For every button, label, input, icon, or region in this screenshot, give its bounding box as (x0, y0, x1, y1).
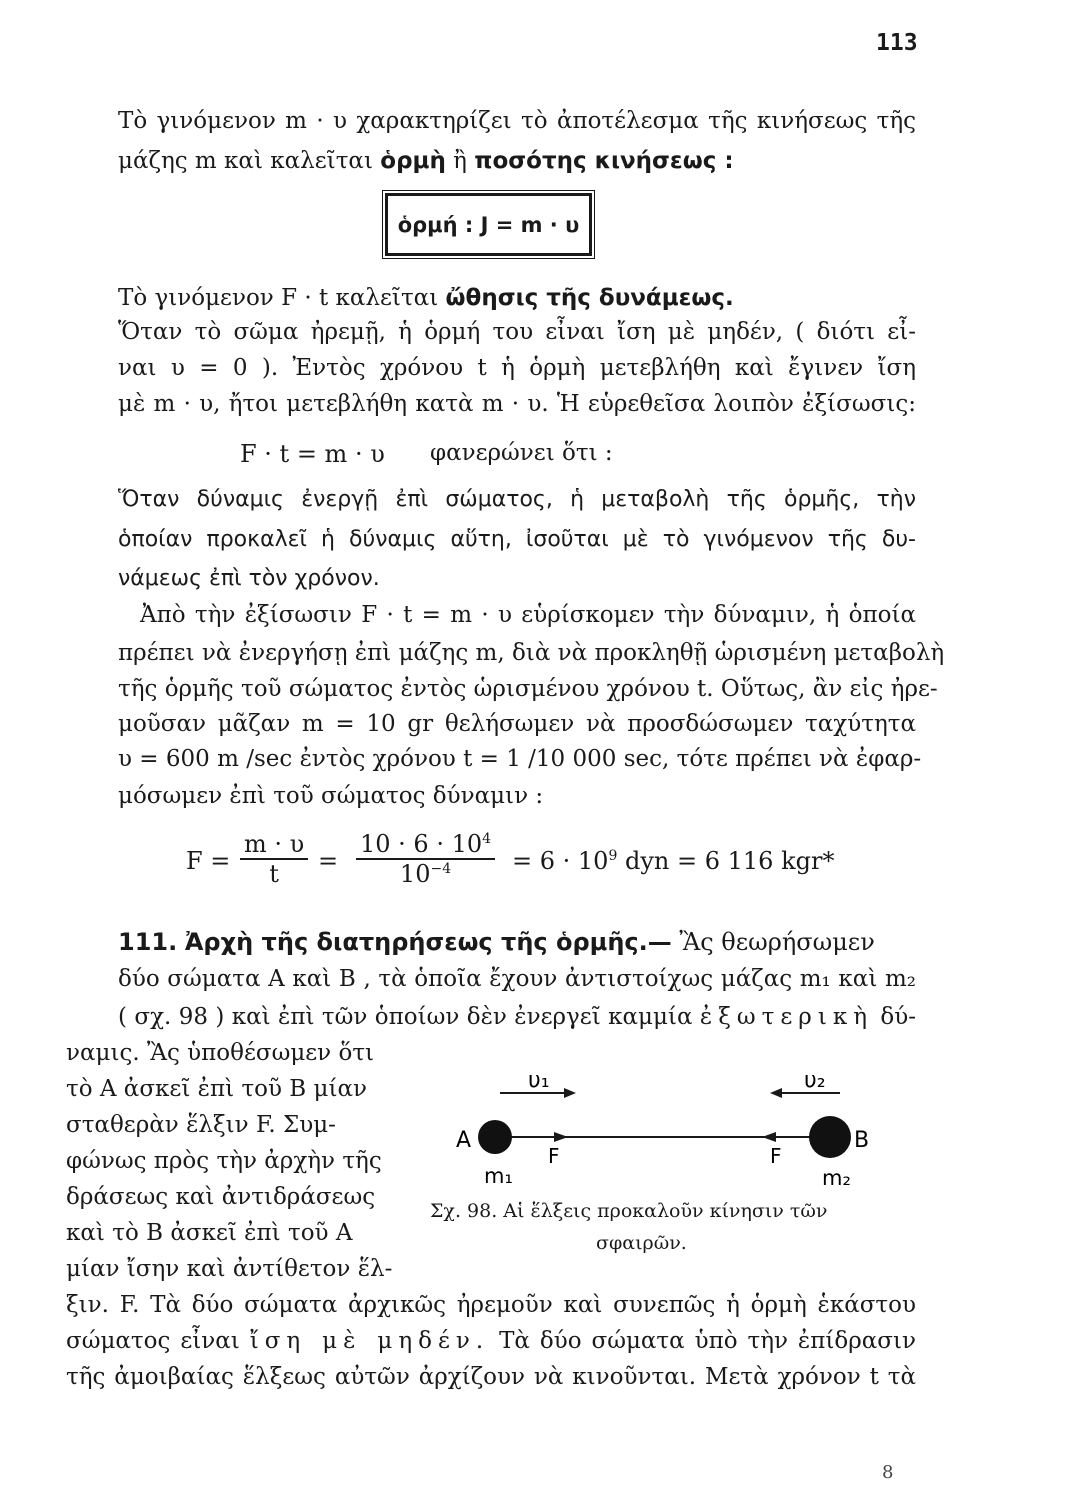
rule-line: ὁποίαν προκαλεῖ ἡ δύναμις αὕτη, ἰσοῦται μὲ τὸ γινόμενον τῆς δυ- (118, 527, 916, 552)
text-line: δύο σώματα Α καὶ Β , τὰ ὁποῖα ἔχουν ἀντιστοίχως μάζας m₁ καὶ m₂ (118, 966, 916, 992)
eq-lhs: F = (186, 847, 231, 875)
text-line: ναι υ = 0 ). Ἐντὸς χρόνου t ἡ ὁρμὴ μετεβλήθη καὶ ἔγινεν ἴση (118, 355, 916, 381)
text-span: ( σχ. 98 ) καὶ ἐπὶ τῶν ὁποίων δὲν ἐνεργεῖ καμμία (118, 1004, 700, 1030)
text-span: σώματος εἶναι (66, 1328, 250, 1354)
sphere-B (809, 1116, 851, 1158)
fraction-denominator: $10^{-4}$ (399, 860, 452, 888)
text-line: μὲ m · υ, ἤτοι μετεβλήθη κατὰ m · υ. Ἡ εὑρεθεῖσα λοιπὸν ἐξίσωσις: (118, 391, 916, 417)
text-line: τῆς ἀμοιβαίας ἕλξεως αὐτῶν ἀρχίζουν νὰ κινοῦνται. Μετὰ χρόνον t τὰ (66, 1364, 916, 1390)
term-quantity-of-motion: ποσότης κινήσεως : (474, 148, 734, 174)
text-line: μόσωμεν ἐπὶ τοῦ σώματος δύναμιν : (118, 783, 544, 809)
label-F-right: F (770, 1144, 782, 1168)
term-impulse: ὁρμὴ (380, 148, 446, 174)
force-arrow-A (554, 1132, 568, 1142)
text-line: τῆς ὁρμῆς τοῦ σώματος ἐντὸς ὡρισμένου χρόνου t. Οὕτως, ἂν εἰς ἠρε- (118, 676, 938, 702)
arrow-u2-head (770, 1088, 782, 1098)
text-line: ναμις. Ἂς ὑποθέσωμεν ὅτι (66, 1040, 375, 1066)
fraction-numeric (356, 830, 495, 888)
text-line (118, 148, 734, 174)
sphere-A (478, 1120, 512, 1154)
figure-caption: σφαιρῶν. (596, 1232, 687, 1254)
text-span: ἢ (445, 148, 475, 174)
text-span: μάζης m καὶ καλεῖται (118, 148, 381, 174)
text-line: καὶ τὸ Β ἀσκεῖ ἐπὶ τοῦ Α (66, 1220, 353, 1246)
equation-impulse: F · t = m · υ (240, 440, 385, 468)
section-number: 111. (118, 928, 178, 956)
text-span: Τὸ γινόμενον F · t καλεῖται (118, 285, 446, 311)
text-line: Ἀπὸ τὴν ἐξίσωσιν F · t = m · υ εὑρίσκομεν τὴν δύναμιν, ἡ ὁποία (140, 602, 916, 628)
text-line (118, 285, 734, 311)
section-heading (118, 928, 875, 956)
text-span: δύ- (873, 1004, 916, 1030)
fraction-numerator: m · υ (240, 830, 308, 860)
label-u2: υ₂ (804, 1068, 826, 1093)
text-span: Τὰ δύο σώματα ὑπὸ τὴν ἐπίδρασιν (489, 1328, 916, 1354)
eq-result: = $6 \cdot 10^9$ dyn = 6 116 kgr* (512, 847, 835, 875)
text-line: σταθερὰν ἕλξιν F. Συμ- (66, 1112, 336, 1138)
force-arrow-B (762, 1132, 776, 1142)
text-line: υ = 600 m /sec ἐντὸς χρόνου t = 1 /10 000 sec, τότε πρέπει νὰ ἐφαρ- (118, 746, 922, 772)
text-line: Τὸ γινόμενον m · υ χαρακτηρίζει τὸ ἀποτέλεσμα τῆς κινήσεως τῆς (118, 108, 916, 134)
figure-caption: Σχ. 98. Αἱ ἕλξεις προκαλοῦν κίνησιν τῶν (430, 1200, 828, 1222)
rule-line: Ὅταν δύναμις ἐνεργῇ ἐπὶ σώματος, ἡ μεταβολὴ τῆς ὁρμῆς, τὴν (118, 487, 916, 512)
figure-98 (440, 1055, 900, 1195)
arrow-u1-head (564, 1088, 576, 1098)
page-number: 113 (876, 30, 918, 56)
text-line: πρέπει νὰ ἐνεργήσῃ ἐπὶ μάζης m, διὰ νὰ προκληθῇ ὡρισμένη μεταβολὴ (118, 640, 945, 666)
emphasis-external: ἐξωτερικὴ (699, 1004, 873, 1030)
text-line: φώνως πρὸς τὴν ἀρχὴν τῆς (66, 1148, 382, 1174)
text-line (118, 1004, 916, 1030)
text-line: Ὅταν τὸ σῶμα ἠρεμῇ, ἡ ὁρμή του εἶναι ἴση μὲ μηδέν, ( διότι εἶ- (118, 319, 916, 345)
label-B: B (854, 1128, 870, 1153)
section-title: Ἀρχὴ τῆς διατηρήσεως τῆς ὁρμῆς.— (184, 928, 672, 956)
signature-mark: 8 (882, 1462, 894, 1483)
emphasis-equal-zero: ἴση μὲ μηδέν. (249, 1328, 490, 1354)
text-line: μοῦσαν μᾶζαν m = 10 gr θελήσωμεν νὰ προσδώσωμεν ταχύτητα (118, 711, 916, 737)
eq-sign: = (318, 847, 339, 875)
text-span: Ἂς θεωρήσωμεν (671, 928, 875, 956)
rule-line: νάμεως ἐπὶ τὸν χρόνον. (118, 566, 380, 591)
fraction-numerator: $10 \cdot 6 \cdot 10^4$ (356, 830, 495, 860)
label-m2: m₂ (822, 1166, 851, 1190)
label-F-left: F (548, 1144, 560, 1168)
momentum-formula: ὁρμή : J = m · υ (397, 212, 580, 237)
label-A: A (456, 1128, 472, 1153)
text-line: ξιν. F. Τὰ δύο σώματα ἀρχικῶς ἠρεμοῦν καὶ συνεπῶς ἡ ὁρμὴ ἑκάστου (66, 1292, 916, 1318)
momentum-formula-box (385, 193, 592, 256)
text-line: τὸ Α ἀσκεῖ ἐπὶ τοῦ Β μίαν (66, 1076, 367, 1102)
text-line (66, 1328, 916, 1354)
term-impulse-of-force: ὤθησις τῆς δυνάμεως. (445, 285, 734, 311)
label-u1: υ₁ (528, 1068, 550, 1093)
fraction-denominator: t (269, 860, 279, 888)
text-line: δράσεως καὶ ἀντιδράσεως (66, 1184, 376, 1210)
equation-caption: φανερώνει ὅτι : (430, 440, 613, 466)
label-m1: m₁ (484, 1164, 513, 1188)
text-line: μίαν ἴσην καὶ ἀντίθετον ἕλ- (66, 1256, 393, 1282)
fraction-m-v-over-t (240, 830, 308, 888)
